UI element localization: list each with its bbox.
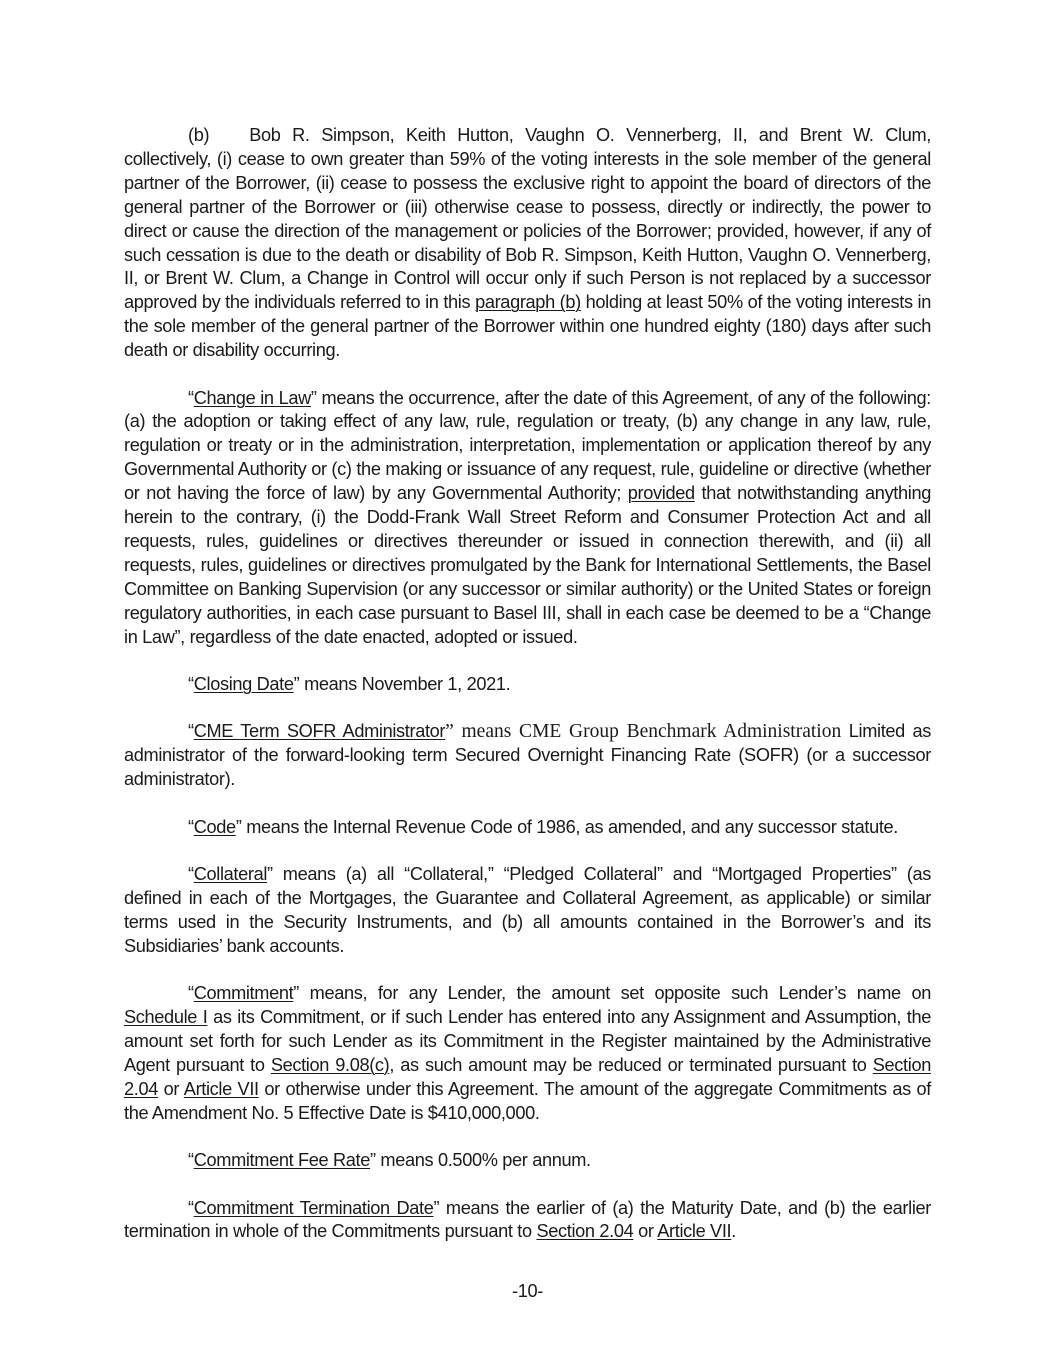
cross-reference-link: Section 2.04	[536, 1221, 634, 1242]
text-segment: as its Commitment, or if such Lender has entered into any Assignment and Assumption, the amount set forth for such Lender as its Commitment in the Register maintained by the Administrative Agent pursuant to	[124, 1007, 931, 1075]
cross-reference-link: Article VII	[657, 1221, 732, 1242]
cross-reference-link: Code	[193, 816, 236, 837]
cross-reference-link: Collateral	[193, 864, 268, 885]
text-segment: ” means, for any Lender, the amount set opposite such Lender’s name on	[293, 983, 931, 1004]
cross-reference-link: Commitment	[193, 983, 294, 1004]
text-segment: ” means the earlier of (a) the Maturity Date, and (b) the earlier termination in whole of the Commitments pursuant to	[124, 1197, 931, 1242]
text-segment: ” means November 1, 2021.	[293, 674, 511, 695]
definition-cme-term-sofr-administrator	[124, 720, 931, 792]
definition-commitment-termination-date	[124, 1197, 931, 1245]
text-segment: “	[188, 983, 194, 1004]
cross-reference-link: Schedule I	[124, 1007, 208, 1028]
definition-commitment-fee-rate	[124, 1149, 931, 1173]
text-segment: “	[188, 1197, 194, 1218]
cross-reference-link: Article VII	[183, 1078, 259, 1099]
text-segment: “	[188, 721, 194, 742]
text-segment: .	[731, 1221, 736, 1242]
definition-collateral	[124, 863, 931, 959]
text-segment: “	[188, 816, 194, 837]
cross-reference-link: provided	[627, 483, 695, 504]
cross-reference-link: paragraph (b)	[475, 292, 581, 313]
definition-change-in-law	[124, 387, 931, 650]
text-segment: holding at least 50% of the voting interests in the sole member of the general partner of the Borrower within one hundred eighty (180) days after such death or disability occurring.	[124, 292, 931, 361]
text-segment: ” means the Internal Revenue Code of 1986, as amended, and any successor statute.	[235, 816, 899, 837]
cross-reference-link: Section 9.08(c)	[270, 1054, 390, 1075]
cross-reference-link: Section 2.04	[124, 1054, 931, 1099]
cross-reference-link: Commitment Fee Rate	[193, 1150, 371, 1171]
paragraph-label: (b)	[188, 125, 210, 145]
document-page	[124, 124, 931, 1268]
definition-code	[124, 816, 931, 840]
text-segment: ” means CME Group Benchmark Administration	[445, 721, 842, 743]
cross-reference-link: Closing Date	[193, 674, 294, 695]
document-body	[124, 124, 931, 1244]
page-number: -10-	[512, 1281, 543, 1301]
paragraph-b-change-in-control	[124, 124, 931, 363]
text-segment: “	[188, 1150, 194, 1171]
text-segment: or	[158, 1078, 184, 1099]
definition-closing-date	[124, 673, 931, 697]
text-segment: “	[188, 674, 194, 695]
text-segment: “	[188, 864, 194, 885]
definition-commitment	[124, 982, 931, 1125]
text-segment: ” means the occurrence, after the date of this Agreement, of any of the following: (a) the adoption or taking effect of any law, rule, regulation or treaty, (b) any change in any law, rule, regulation or treaty or in the administration, interpretation, implementation or application thereof by any Governmental Authority or (c) the making or issuance of any request, rule, guideline or directive (whether or not having the force of law) by any Governmental Authority;	[124, 387, 931, 504]
text-segment: Limited as administrator of the forward-looking term Secured Overnight Financing Rate (SOFR) (or a successor administrator).	[124, 721, 931, 790]
text-segment: “	[188, 387, 194, 408]
text-segment: or otherwise under this Agreement. The amount of the aggregate Commitments as of the Amendment No. 5 Effective Date is $410,000,000.	[124, 1078, 931, 1123]
text-segment: ” means 0.500% per annum.	[370, 1150, 591, 1171]
cross-reference-link: Change in Law	[193, 387, 311, 408]
text-segment: or	[633, 1221, 658, 1242]
cross-reference-link: CME Term SOFR Administrator	[193, 721, 446, 742]
text-segment: , as such amount may be reduced or terminated pursuant to	[389, 1054, 873, 1075]
text-segment: ” means (a) all “Collateral,” “Pledged Collateral” and “Mortgaged Properties” (as defined in each of the Mortgages, the Guarantee and Collateral Agreement, as applicable) or similar terms used in the Security Instruments, and (b) all amounts contained in the Borrower’s and its Subsidiaries’ bank accounts.	[124, 864, 931, 956]
text-segment: Bob R. Simpson, Keith Hutton, Vaughn O. Vennerberg, II, and Brent W. Clum, collectively, (i) cease to own greater than 59% of the voting interests in the sole member of the general partner of the Borrower, (ii) cease to possess the exclusive right to appoint the board of directors of the general partner of the Borrower or (iii) otherwise cease to possess, directly or indirectly, the power to direct or cause the direction of the management or policies of the Borrower; provided, however, if any of such cessation is due to the death or disability of Bob R. Simpson, Keith Hutton, Vaughn O. Vennerberg, II, or Brent W. Clum, a Change in Control will occur only if such Person is not replaced by a successor approved by the individuals referred to in this	[124, 125, 931, 313]
cross-reference-link: Commitment Termination Date	[193, 1197, 434, 1218]
text-segment: that notwithstanding anything herein to the contrary, (i) the Dodd-Frank Wall Street Reform and Consumer Protection Act and all requests, rules, guidelines or directives thereunder or issued in connection therewith, and (ii) all requests, rules, guidelines or directives promulgated by the Bank for International Settlements, the Basel Committee on Banking Supervision (or any successor or similar authority) or the United States or foreign regulatory authorities, in each case pursuant to Basel III, shall in each case be deemed to be a “Change in Law”, regardless of the date enacted, adopted or issued.	[124, 483, 931, 647]
